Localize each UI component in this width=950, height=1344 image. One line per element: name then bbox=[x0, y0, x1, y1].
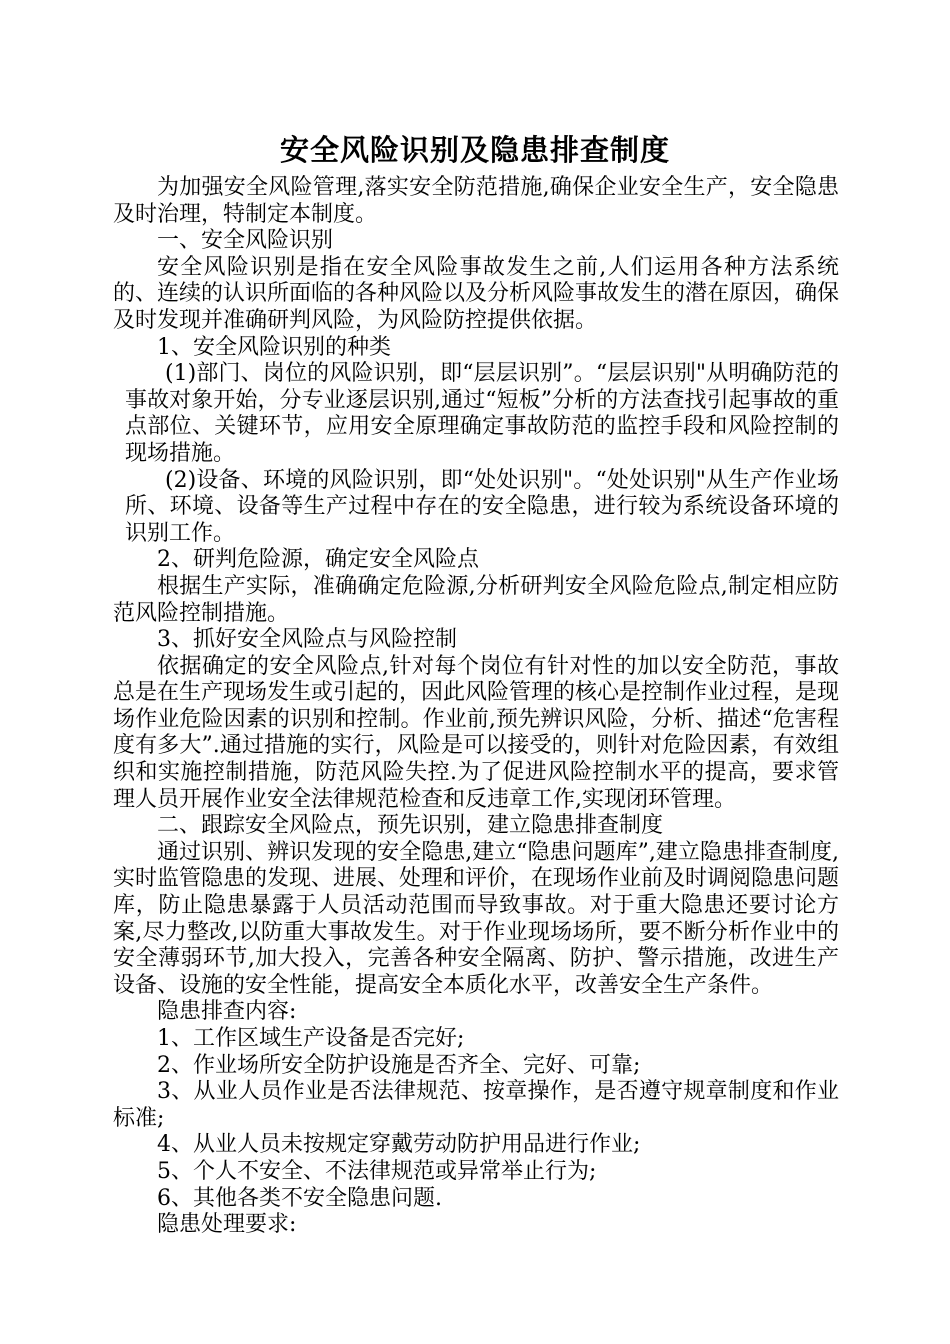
checklist-item: 1、工作区域生产设备是否完好; bbox=[157, 1026, 465, 1051]
subsection-heading-3: 3、抓好安全风险点与风险控制 bbox=[157, 627, 457, 653]
requirements-heading: 隐患处理要求: bbox=[157, 1212, 297, 1238]
checklist-heading: 隐患排查内容: bbox=[157, 999, 297, 1025]
subsection-heading-1: 1、安全风险识别的种类 bbox=[157, 334, 391, 360]
intro-paragraph: 为加强安全风险管理,落实安全防范措施,确保企业安全生产，安全隐患及时治理，特制定本制度。 bbox=[113, 175, 839, 227]
list-item-paragraph: (1)部门、岗位的风险识别，即“层层识别”。“层层识别"从明确防范的事故对象开始，分专业逐层识别,通过“短板”分析的方法查找引起事故的重点部位、关键环节，应用安全原理确定事故防范的监控手段和风险控制的现场措施。 bbox=[125, 361, 839, 466]
body-paragraph: 依据确定的安全风险点,针对每个岗位有针对性的加以安全防范，事故总是在生产现场发生或引起的，因此风险管理的核心是控制作业过程，是现场作业危险因素的识别和控制。作业前,预先辨识风险，分析、描述“危害程度有多大”.通过措施的实行，风险是可以接受的，则针对危险因素，有效组织和实施控制措施，防范风险失控.为了促进风险控制水平的提高，要求管理人员开展作业安全法律规范检查和反违章工作,实现闭环管理。 bbox=[113, 653, 840, 812]
list-item-paragraph: (2)设备、环境的风险识别，即“处处识别"。“处处识别"从生产作业场所、环境、设备等生产过程中存在的安全隐患，进行较为系统设备环境的识别工作。 bbox=[125, 467, 839, 546]
subsection-heading-2: 2、研判危险源，确定安全风险点 bbox=[157, 547, 479, 573]
body-paragraph: 安全风险识别是指在安全风险事故发生之前,人们运用各种方法系统的、连续的认识所面临的各种风险以及分析风险事故发生的潜在原因，确保及时发现并准确研判风险，为风险防控提供依据。 bbox=[113, 254, 840, 333]
document-title: 安全风险识别及隐患排查制度 bbox=[279, 133, 670, 167]
checklist-item: 6、其他各类不安全隐患问题. bbox=[157, 1185, 442, 1211]
body-paragraph: 通过识别、辨识发现的安全隐患,建立“隐患问题库”,建立隐患排查制度,实时监管隐患的发现、进展、处理和评价，在现场作业前及时调阅隐患问题库，防止隐患暴露于人员活动范围而导致事故。对于重大隐患还要讨论方案,尽力整改,以防重大事故发生。对于作业现场场所，要不断分析作业中的安全薄弱环节,加大投入，完善各种安全隔离、防护、警示措施，改进生产设备、设施的安全性能，提高安全本质化水平，改善安全生产条件。 bbox=[113, 839, 840, 998]
checklist-item: 5、个人不安全、不法律规范或异常举止行为; bbox=[157, 1158, 597, 1184]
checklist-item: 3、从业人员作业是否法律规范、按章操作，是否遵守规章制度和作业标准; bbox=[113, 1079, 839, 1131]
section-heading-1: 一、安全风险识别 bbox=[157, 228, 334, 254]
checklist-item: 2、作业场所安全防护设施是否齐全、完好、可靠; bbox=[157, 1052, 641, 1078]
document-body bbox=[113, 175, 839, 1239]
section-heading-2: 二、跟踪安全风险点，预先识别，建立隐患排查制度 bbox=[157, 813, 664, 839]
body-paragraph: 根据生产实际，准确确定危险源,分析研判安全风险危险点,制定相应防范风险控制措施。 bbox=[113, 573, 839, 626]
checklist-item: 4、从业人员未按规定穿戴劳动防护用品进行作业; bbox=[157, 1132, 641, 1158]
